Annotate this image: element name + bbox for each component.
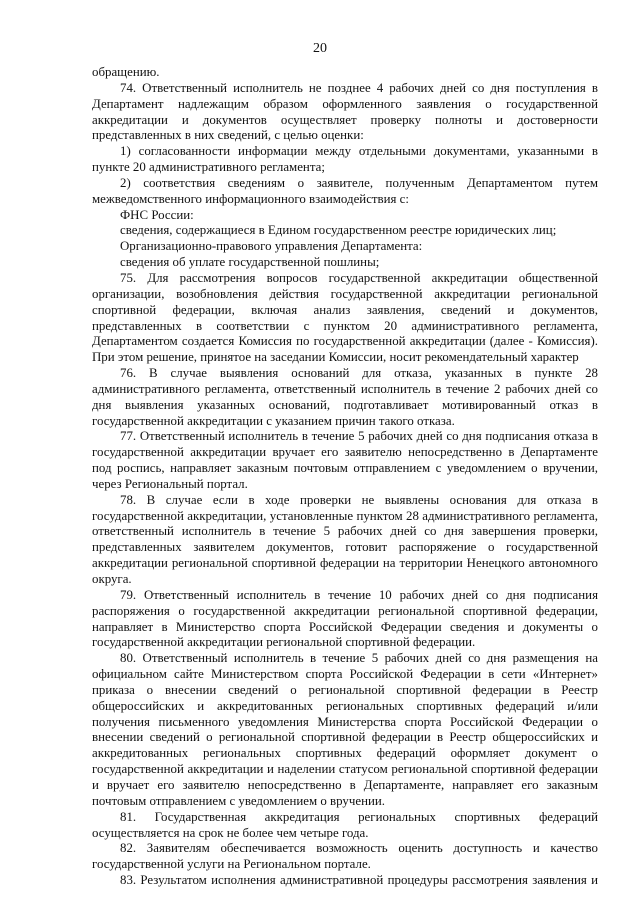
document-body <box>92 65 598 889</box>
paragraph-75: 75. Для рассмотрения вопросов государственной аккредитации общественной организации, возобновления действия государственной аккредитации региональной спортивной федерации, включая анализ заявления, сведений и документов, представленных в соответствии с пунктом 20 административного регламента, Департаментом создается Комиссия по государственной аккредитации (далее - Комиссия). При этом решение, принятое на заседании Комиссии, носит рекомендательный характер <box>92 270 598 365</box>
paragraph-fns-russia: ФНС России: <box>120 207 194 222</box>
paragraph-80: 80. Ответственный исполнитель в течение 5 рабочих дней со дня размещения на официальном сайте Министерством спорта Российской Федерации в сети «Интернет» приказа о внесении сведений о региональной спортивной федерации в Реестр общероссийских и аккредитованных региональных спортивных федераций и/или получения письменного уведомления Министерства спорта Российской Федерации о внесении сведений о региональной спортивной федерации в Реестр общероссийских и аккредитованных региональных спортивных федераций оформляет документ о государственной аккредитации и наделении статусом региональной спортивной федерации и вручает его заявителю непосредственно в Департаменте, направляет его заказным почтовым отправлением с уведомлением о вручении. <box>92 651 598 808</box>
paragraph-79: 79. Ответственный исполнитель в течение 10 рабочих дней со дня подписания распоряжения о государственной аккредитации региональной спортивной федерации, направляет в Министерство спорта Российской Федерации сведения и документы о государственной аккредитации региональной спортивной федерации. <box>92 587 598 650</box>
paragraph-legal-department: Организационно-правового управления Департамента: <box>120 239 423 254</box>
paragraph-77: 77. Ответственный исполнитель в течение 5 рабочих дней со дня подписания отказа в государственной аккредитации вручает его заявителю непосредственно в Департаменте под роспись, направляет заказным почтовым отправлением с уведомлением о вручении, через Региональный портал. <box>92 429 598 491</box>
paragraph-74-item-1: 1) согласованности информации между отдельными документами, указанными в пункте 20 административного регламента; <box>92 144 598 175</box>
paragraph-83: 83. Результатом исполнения административной процедуры рассмотрения заявления и <box>120 873 598 888</box>
paragraph-state-duty-info: сведения об уплате государственной пошлины; <box>120 255 380 270</box>
page-number: 20 <box>313 41 327 56</box>
paragraph-82: 82. Заявителям обеспечивается возможность оценить доступность и качество государственной услуги на Региональном портале. <box>92 841 598 872</box>
paragraph-continuation: обращению. <box>92 65 160 79</box>
paragraph-78: 78. В случае если в ходе проверки не выявлены основания для отказа в государственной аккредитации, установленные пунктом 28 административного регламента, ответственный исполнитель в течение 5 рабочих дней со дня завершения проверки, представленных заявителем документов, готовит распоряжение о государственной аккредитации региональной спортивной федерации на территории Ненецкого автономного округа. <box>92 492 598 586</box>
paragraph-74-item-2: 2) соответствия сведениям о заявителе, полученным Департаментом путем межведомственного информационного взаимодействия с: <box>92 175 598 206</box>
paragraph-egrul-info: сведения, содержащиеся в Едином государственном реестре юридических лиц; <box>120 223 557 238</box>
paragraph-74: 74. Ответственный исполнитель не позднее 4 рабочих дней со дня поступления в Департамент надлежащим образом оформленного заявления о государственной аккредитации и документов осуществляет проверку полноты и достоверности представленных в них сведений, с целью оценки: <box>92 80 598 143</box>
paragraph-76: 76. В случае выявления оснований для отказа, указанных в пункте 28 административного регламента, ответственный исполнитель в течение 2 рабочих дней со дня выявления указанных оснований, подготавливает мотивированный отказ в государственной аккредитации с указанием причин такого отказа. <box>92 366 598 428</box>
paragraph-81: 81. Государственная аккредитация региональных спортивных федераций осуществляется на срок не более чем четыре года. <box>92 809 598 840</box>
